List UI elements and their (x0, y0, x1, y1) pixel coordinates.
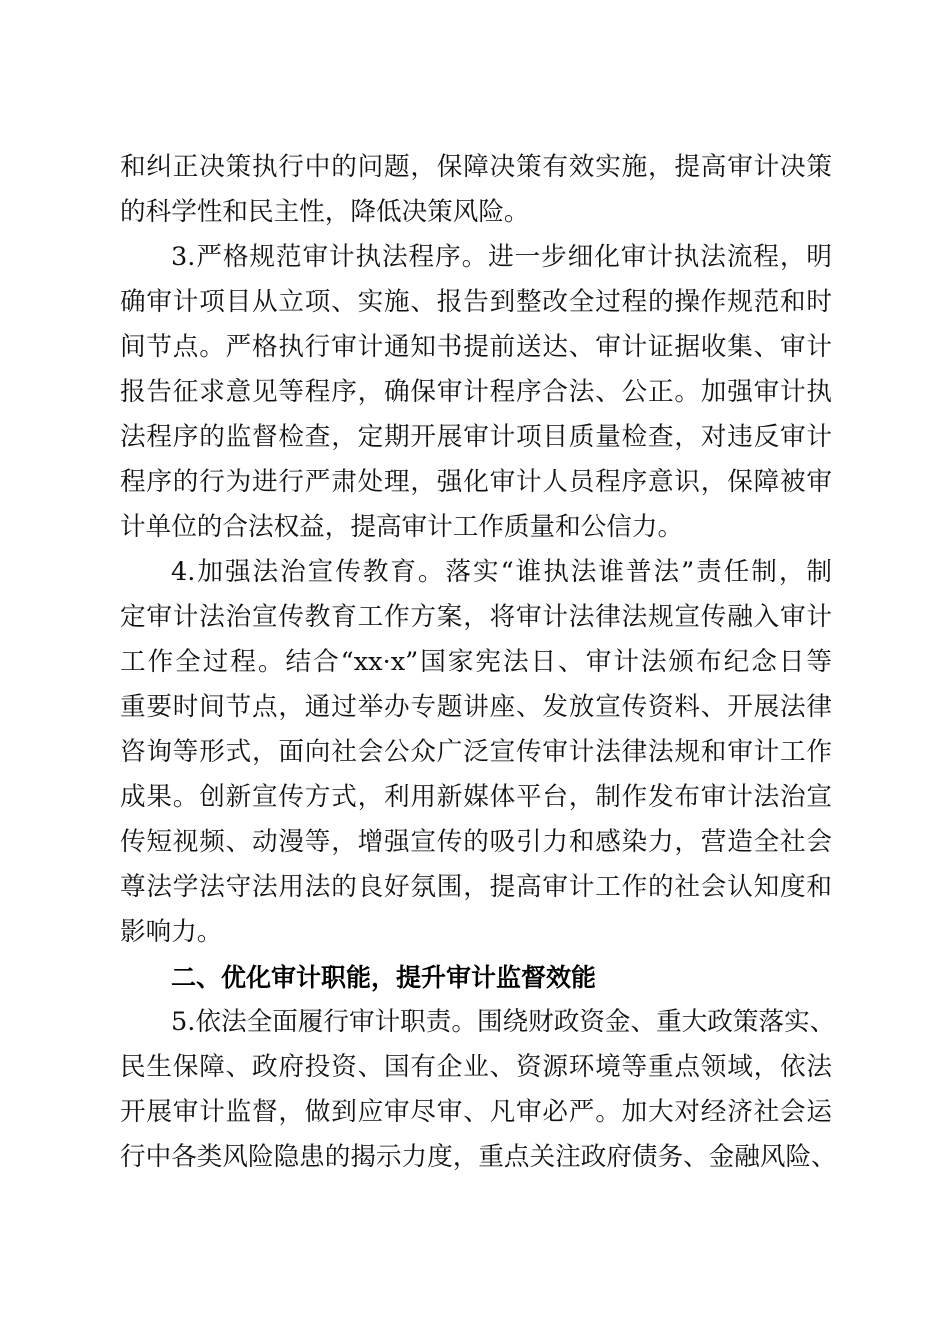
text-line: 定审计法治宣传教育工作方案，将审计法律法规宣传融入审计 (120, 602, 832, 632)
text-line: 行中各类风险隐患的揭示力度，重点关注政府债务、金融风险、 (120, 1142, 837, 1172)
document-body (120, 145, 837, 1180)
text-line: 开展审计监督，做到应审尽审、凡审必严。加大对经济社会运 (120, 1097, 832, 1127)
section-heading: 二、优化审计职能，提升审计监督效能 (171, 963, 597, 992)
text-line: 尊法学法守法用法的良好氛围，提高审计工作的社会认知度和 (120, 872, 832, 902)
text-line: 法程序的监督检查，定期开展审计项目质量检查，对违反审计 (120, 422, 832, 452)
paragraph-item-3 (120, 235, 832, 550)
text-line: 的科学性和民主性，降低决策风险。 (120, 197, 530, 227)
text-line: 计单位的合法权益，提高审计工作质量和公信力。 (120, 512, 684, 542)
text-line: 程序的行为进行严肃处理，强化审计人员程序意识，保障被审 (120, 467, 832, 497)
text-line: 和纠正决策执行中的问题，保障决策有效实施，提高审计决策 (120, 152, 832, 182)
text-line: 传短视频、动漫等，增强宣传的吸引力和感染力，营造全社会 (120, 827, 832, 857)
text-line: 成果。创新宣传方式，利用新媒体平台，制作发布审计法治宣 (120, 782, 832, 812)
text-line: 民生保障、政府投资、国有企业、资源环境等重点领域，依法 (120, 1052, 832, 1082)
text-line: 工作全过程。结合“xx·x”国家宪法日、审计法颁布纪念日等 (120, 647, 832, 677)
text-line: 5.依法全面履行审计职责。围绕财政资金、重大政策落实、 (171, 1007, 836, 1037)
text-line: 咨询等形式，面向社会公众广泛宣传审计法律法规和审计工作 (120, 737, 832, 767)
text-line: 影响力。 (120, 917, 223, 947)
text-line: 间节点。严格执行审计通知书提前送达、审计证据收集、审计 (120, 332, 832, 362)
paragraph-continuation (120, 145, 832, 235)
text-line: 4.加强法治宣传教育。落实“谁执法谁普法”责任制，制 (171, 557, 832, 587)
text-line: 确审计项目从立项、实施、报告到整改全过程的操作规范和时 (120, 287, 832, 317)
text-line: 3.严格规范审计执法程序。进一步细化审计执法流程，明 (171, 242, 832, 272)
paragraph-item-5 (120, 1000, 837, 1180)
text-line: 报告征求意见等程序，确保审计程序合法、公正。加强审计执 (120, 377, 832, 407)
text-line: 重要时间节点，通过举办专题讲座、发放宣传资料、开展法律 (120, 692, 832, 722)
paragraph-item-4 (120, 550, 832, 955)
